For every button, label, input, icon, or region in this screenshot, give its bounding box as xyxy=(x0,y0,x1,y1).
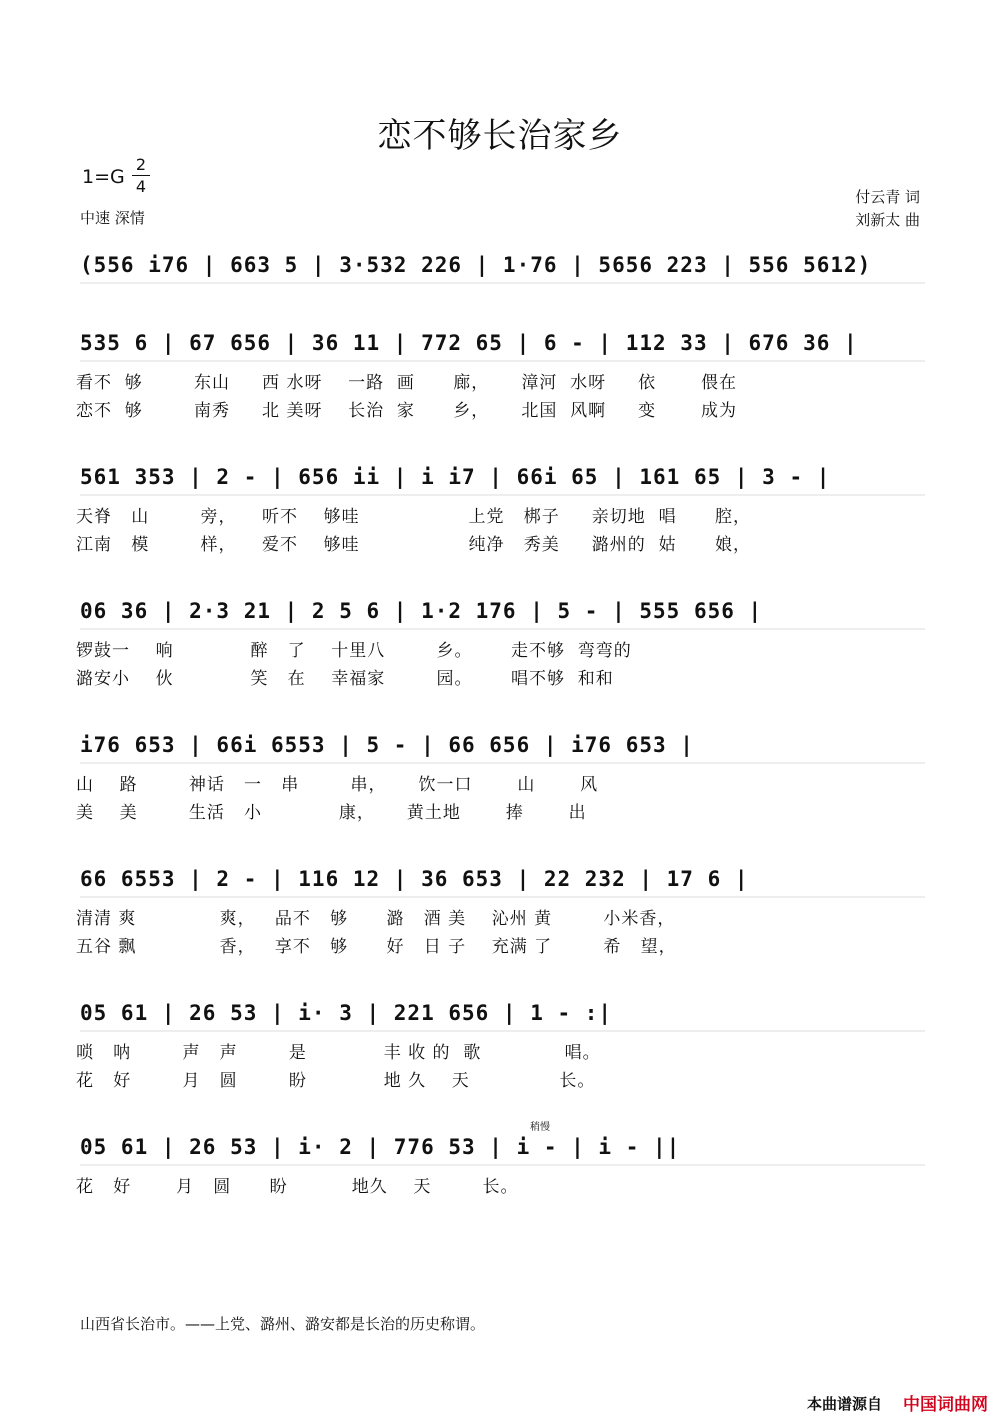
score-line-3 xyxy=(70,462,935,500)
lyrics-verse-2: 五谷 飘 香， 享不 够 好 日 子 充满 了 希 望， xyxy=(76,937,677,957)
score-line-7 xyxy=(70,998,935,1036)
lyrics-verse-1: 山 路 神话 一 串 串， 饮一口 山 风 xyxy=(76,775,599,795)
footnote: 山西省长治市。——上党、潞州、潞安都是长治的历史称谓。 xyxy=(80,1315,486,1333)
lyrics-verse-2: 恋不 够 南秀 北 美呀 长治 家 乡， 北国 风啊 变 成为 xyxy=(76,401,737,421)
melody-notes: 05 61 | 26 53 | i· 3 | 221 656 | 1 - :| xyxy=(80,1001,613,1025)
tempo-change-marking: 稍慢 xyxy=(530,1122,550,1133)
score-line-6 xyxy=(70,864,935,902)
melody-notes: (556 i76 | 663 5 | 3·532 226 | 1·76 | 5656 223 | 556 5612) xyxy=(80,253,872,277)
lyrics-verse-1: 锣鼓一 响 醉 了 十里八 乡。 走不够 弯弯的 xyxy=(76,641,632,661)
score-line-8 xyxy=(70,1132,935,1170)
time-signature xyxy=(132,155,150,196)
score-line-2 xyxy=(70,328,935,366)
lyrics-verse-1: 花 好 月 圆 盼 地久 天 长。 xyxy=(76,1177,519,1197)
composer-credit: 刘新太 曲 xyxy=(855,211,920,229)
melody-notes: 66 6553 | 2 - | 116 12 | 36 653 | 22 232 | 17 6 | xyxy=(80,867,749,891)
time-signature-bottom: 4 xyxy=(135,177,147,196)
lyrics-verse-1: 唢 呐 声 声 是 丰 收 的 歌 唱。 xyxy=(76,1043,601,1063)
site-brand: 中国词曲网 xyxy=(903,1395,988,1415)
lyrics-verse-1: 清清 爽 爽， 品不 够 潞 酒 美 沁州 黄 小米香， xyxy=(76,909,676,929)
score-line-5 xyxy=(70,730,935,768)
melody-notes: i76 653 | 66i 6553 | 5 - | 66 656 | i76 653 | xyxy=(80,733,694,757)
lyrics-verse-2: 花 好 月 圆 盼 地 久 天 长。 xyxy=(76,1071,596,1091)
key-signature: 1=G xyxy=(82,166,125,188)
time-signature-top: 2 xyxy=(135,155,147,174)
lyricist-credit: 付云青 词 xyxy=(855,188,920,206)
lyrics-verse-2: 潞安小 伙 笑 在 幸福家 园。 唱不够 和和 xyxy=(76,669,614,689)
lyrics-verse-2: 美 美 生活 小 康， 黄土地 捧 出 xyxy=(76,803,587,823)
song-title: 恋不够长治家乡 xyxy=(377,116,623,156)
score-line-1 xyxy=(70,250,935,288)
lyrics-verse-1: 天脊 山 旁， 听不 够哇 上党 梆子 亲切地 唱 腔， xyxy=(76,507,751,527)
melody-notes: 05 61 | 26 53 | i· 2 | 776 53 | i - | i - || xyxy=(80,1135,681,1159)
score-line-4 xyxy=(70,596,935,634)
lyrics-verse-1: 看不 够 东山 西 水呀 一路 画 廊， 漳河 水呀 依 偎在 xyxy=(76,373,737,393)
fraction-bar xyxy=(132,175,150,176)
melody-notes: 06 36 | 2·3 21 | 2 5 6 | 1·2 176 | 5 - | 555 656 | xyxy=(80,599,763,623)
source-label: 本曲谱源自 xyxy=(806,1395,882,1413)
melody-notes: 561 353 | 2 - | 656 ii | i i7 | 66i 65 | 161 65 | 3 - | xyxy=(80,465,831,489)
melody-notes: 535 6 | 67 656 | 36 11 | 772 65 | 6 - | 112 33 | 676 36 | xyxy=(80,331,858,355)
lyrics-verse-2: 江南 模 样， 爱不 够哇 纯净 秀美 潞州的 姑 娘， xyxy=(76,535,751,555)
tempo-marking: 中速 深情 xyxy=(80,209,145,227)
